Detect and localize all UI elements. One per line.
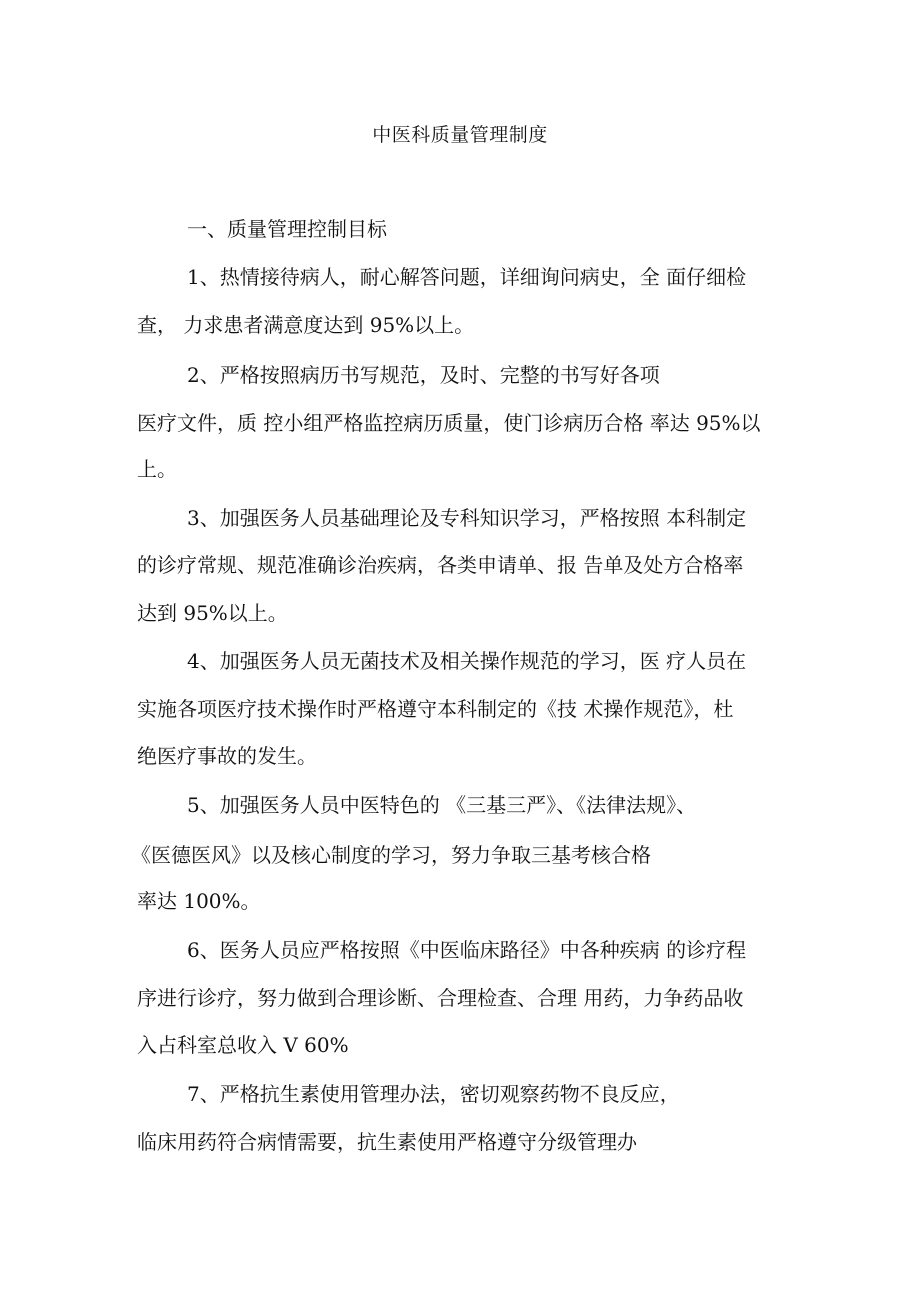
paragraph-line: 1、热情接待病人，耐心解答问题，详细询问病史，全 面仔细检 [187,265,747,289]
paragraph-line: 序进行诊疗，努力做到合理诊断、合理检查、合理 用药，力争药品收 [137,986,744,1010]
paragraph-line: 达到 95%以上。 [137,601,288,625]
paragraph-line: 临床用药符合病情需要，抗生素使用严格遵守分级管理办 [137,1130,637,1154]
paragraph-line: 5、加强医务人员中医特色的 《三基三严》、《法律法规》、 [187,793,697,817]
paragraph-line: 3、加强医务人员基础理论及专科知识学习，严格按照 本科制定 [187,506,747,530]
document-title: 中医科质量管理制度 [372,124,548,146]
paragraph-line: 医疗文件，质 控小组严格监控病历质量，使门诊病历合格 率达 95%以 [137,411,761,435]
paragraph-line: 查， 力求患者满意度达到 95%以上。 [137,313,475,337]
paragraph-line: 的诊疗常规、规范准确诊治疾病，各类申请单、报 告单及处方合格率 [137,553,744,577]
paragraph-line: 实施各项医疗技术操作时严格遵守本科制定的《技 术操作规范》，杜 [137,697,734,721]
paragraph-line: 率达 100%。 [137,889,261,913]
paragraph-line: 4、加强医务人员无菌技术及相关操作规范的学习，医 疗人员在 [187,649,747,673]
paragraph-line: 绝医疗事故的发生。 [137,744,317,768]
paragraph-line: 《医德医风》以及核心制度的学习，努力争取三基考核合格 [131,843,651,867]
paragraph-line: 2、严格按照病历书写规范，及时、完整的书写好各项 [187,363,660,387]
paragraph-line: 7、严格抗生素使用管理办法，密切观察药物不良反应， [187,1082,680,1106]
paragraph-line: 上。 [137,457,177,481]
paragraph-line: 6、医务人员应严格按照《中医临床路径》中各种疾病 的诊疗程 [187,938,747,962]
paragraph-line: 入占科室总收入 V 60% [137,1033,349,1057]
section-heading: 一、质量管理控制目标 [187,217,387,241]
